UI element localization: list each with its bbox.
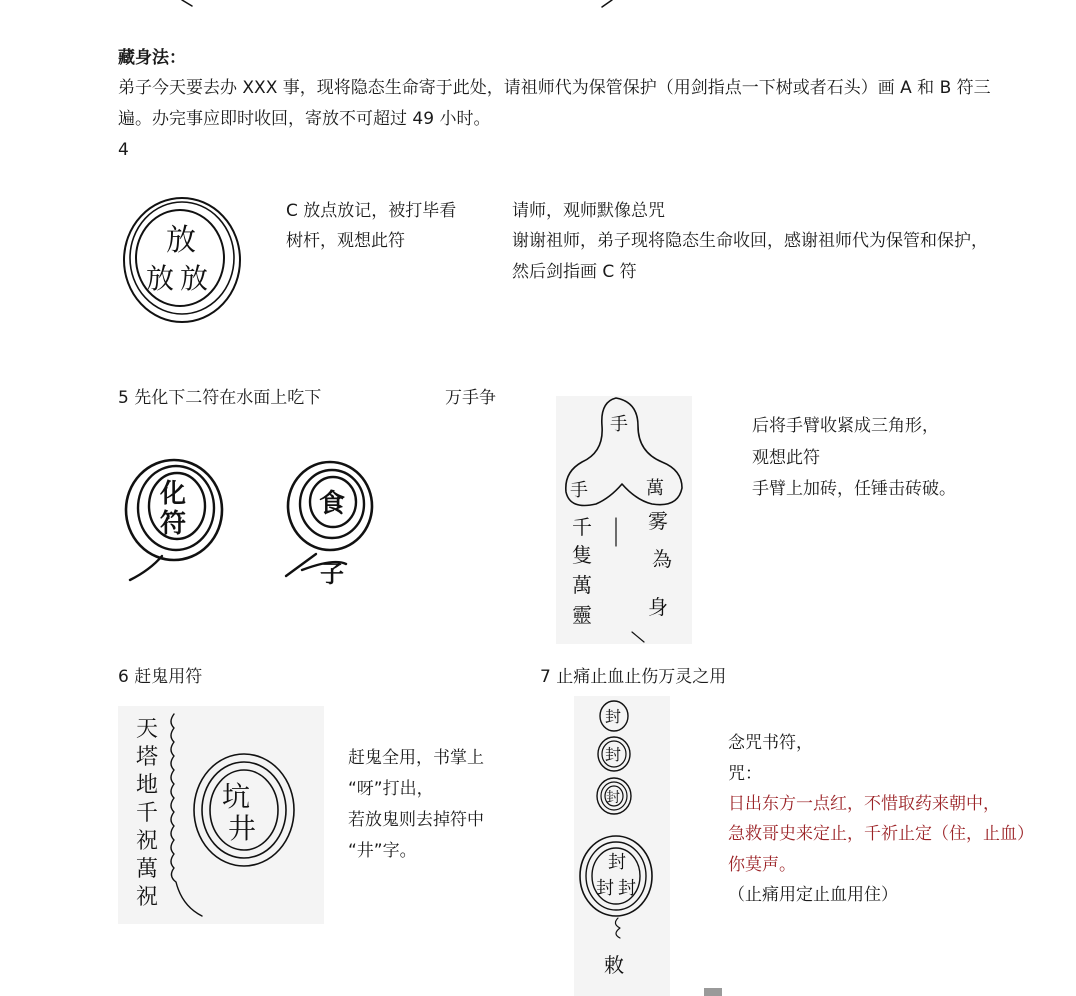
intro-text-line-1: 弟子今天要去办 XXX 事，现将隐态生命寄于此处，请祖师代为保管保护（用剑指点一下树或者石头）画 A 和 B 符三	[118, 78, 991, 98]
wanshou-char-5: 隻	[572, 543, 592, 567]
talisman-ganggui-image	[118, 706, 324, 924]
ganggui-jing-char: 井	[228, 812, 257, 845]
wanshou-char-2: 手	[570, 480, 588, 501]
talisman-hua-char: 化	[160, 479, 187, 509]
ganggui-char-1: 天	[136, 717, 159, 742]
zhitong-note: （止痛用定止血用住）	[728, 885, 898, 905]
section-number: 4	[118, 140, 129, 160]
talisman-c-caption-line-1: C 放点放记，被打毕看	[286, 201, 457, 221]
intro-text-line-2: 遍。办完事应即时收回，寄放不可超过 49 小时。	[118, 109, 491, 129]
recall-text-line-1: 请师，观师默像总咒	[512, 201, 665, 221]
talisman-shi-char: 食	[319, 489, 346, 519]
ganggui-char-3: 地	[136, 773, 159, 798]
talisman-c-image	[118, 188, 248, 328]
talisman-c-char-3: 放	[180, 262, 209, 295]
chant-line-1: 日出东方一点红，不惜取药来朝中，	[728, 794, 1000, 814]
talisman-zhitong-image	[574, 696, 670, 996]
talisman-c-char-1: 放	[166, 223, 196, 258]
ganggui-text-line-4: “井”字。	[348, 841, 417, 861]
talisman-c-char-2: 放	[146, 262, 175, 295]
zhitong-char-2: 封	[605, 745, 622, 764]
talisman-shi-tail-char: 子	[320, 559, 344, 588]
ganggui-char-7: 祝	[136, 885, 159, 910]
zhitong-char-4: 封	[608, 852, 626, 873]
wanshou-text-line-1: 后将手臂收紧成三角形，	[752, 416, 939, 436]
ganggui-char-2: 塔	[136, 745, 159, 770]
wanshou-char-9: 為	[652, 547, 672, 571]
zhitong-text-line-1: 念咒书符，	[728, 733, 813, 753]
section-5-title: 5 先化下二符在水面上吃下	[118, 388, 322, 408]
wanshou-char-4: 千	[572, 515, 592, 539]
talisman-shi-image	[276, 454, 376, 590]
chant-line-2: 急救哥史来定止，千祈止定（住，止血）	[728, 824, 1034, 844]
zhitong-text-line-2: 咒：	[728, 764, 762, 784]
zhitong-char-1: 封	[605, 707, 622, 726]
talisman-fu-char: 符	[160, 509, 187, 539]
section-heading: 藏身法：	[118, 48, 186, 68]
cropped-top-strokes	[0, 0, 1076, 12]
wanshou-title: 万手争	[445, 388, 496, 408]
chant-line-3: 你莫声。	[728, 855, 796, 875]
scan-mark	[704, 988, 722, 996]
talisman-wanshou-image	[556, 396, 692, 644]
section-7-title: 7 止痛止血止伤万灵之用	[540, 667, 727, 687]
wanshou-char-7: 靈	[572, 603, 592, 627]
wanshou-char-3: 萬	[646, 478, 664, 499]
ganggui-text-line-1: 赶鬼全用，书掌上	[348, 748, 484, 768]
ganggui-text-line-2: “呀”打出，	[348, 779, 434, 799]
zhitong-char-3: 封	[606, 790, 620, 806]
wanshou-char-1: 手	[610, 414, 628, 435]
ganggui-text-line-3: 若放鬼则去掉符中	[348, 810, 484, 830]
wanshou-char-10: 身	[648, 595, 668, 619]
recall-text-line-2: 谢谢祖师，弟子现将隐态生命收回，感谢祖师代为保管和保护，	[512, 231, 988, 251]
wanshou-char-8: 雾	[648, 509, 668, 533]
wanshou-text-line-3: 手臂上加砖，任锤击砖破。	[752, 479, 956, 499]
ganggui-char-6: 萬	[136, 857, 159, 882]
recall-text-line-3: 然后剑指画 C 符	[512, 262, 637, 282]
ganggui-keng-char: 坑	[222, 780, 251, 813]
wanshou-char-6: 萬	[572, 573, 592, 597]
zhitong-char-5: 封	[596, 878, 614, 899]
section-6-title: 6 赶鬼用符	[118, 667, 203, 687]
talisman-c-caption-line-2: 树杆，观想此符	[286, 231, 405, 251]
wanshou-text-line-2: 观想此符	[752, 448, 820, 468]
talisman-hua-fu-image	[122, 452, 232, 598]
zhitong-char-6: 封	[618, 878, 636, 899]
ganggui-char-4: 千	[136, 801, 159, 826]
ganggui-char-5: 祝	[136, 829, 159, 854]
zhitong-chi-char: 敕	[604, 953, 624, 977]
